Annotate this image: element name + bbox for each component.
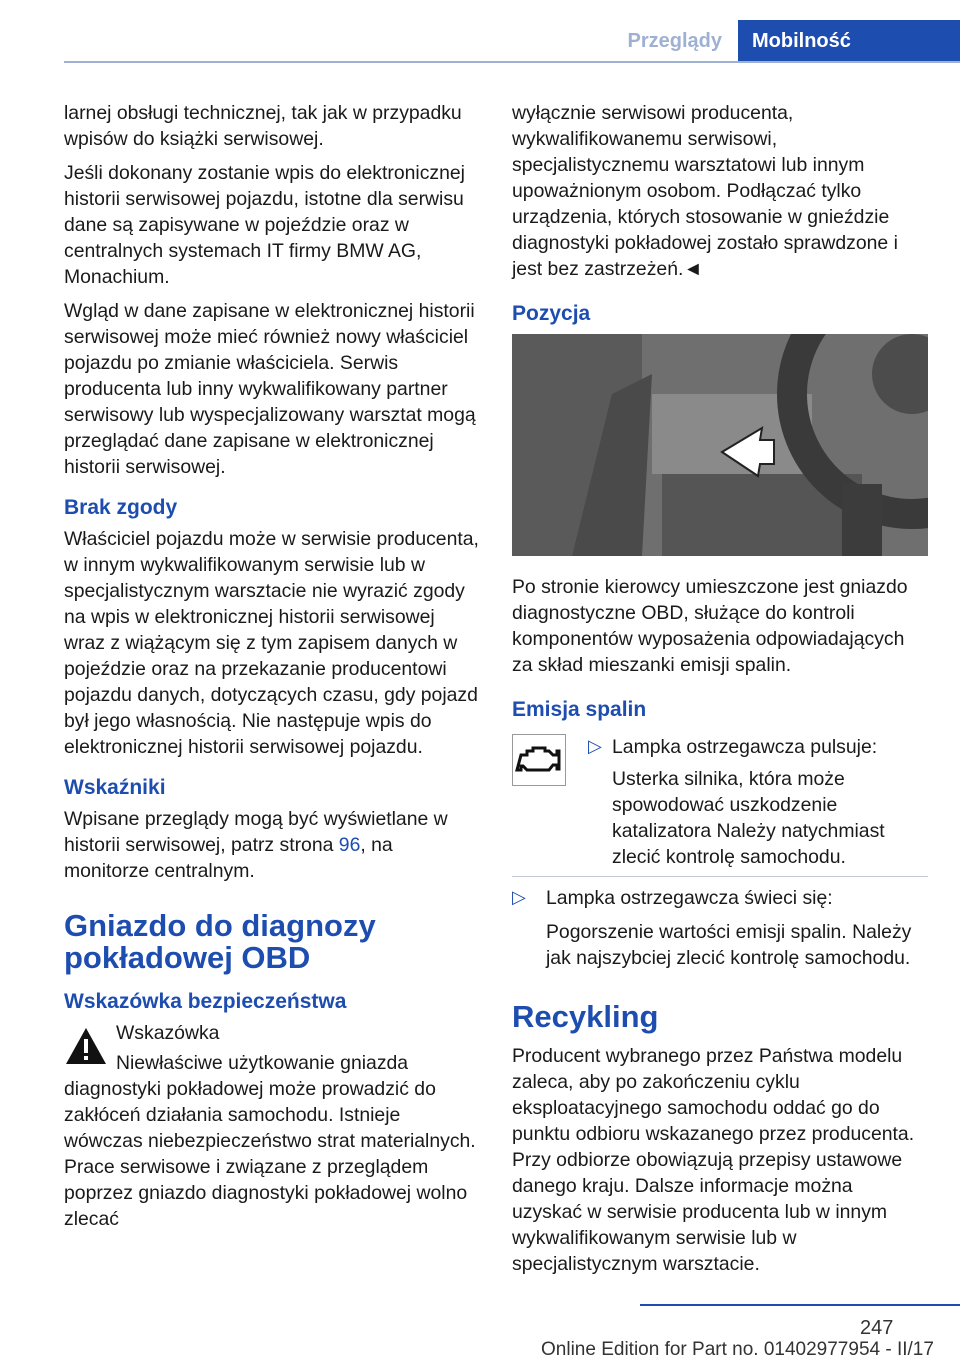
left-column — [64, 100, 480, 1240]
item-title: Lampka ostrzegawcza świeci się: — [546, 887, 833, 909]
indicator-list — [512, 734, 928, 971]
divider — [512, 876, 928, 877]
page-link[interactable]: 96 — [338, 834, 361, 856]
item-text: Usterka silnika, która może spowodować uszkodzenie katalizatora Należy natychmiast zlecić kontrolę samochodu. — [612, 768, 885, 868]
tab-mobilnosc[interactable]: Mobilność — [738, 20, 960, 62]
tab-przeglady[interactable]: Przeglądy — [612, 20, 738, 62]
triangle-bullet-icon: ▷ — [588, 736, 602, 756]
header-divider — [64, 61, 960, 63]
paragraph: Wgląd w dane zapisane w elektronicznej historii serwisowej może mieć również nowy właściciel pojazdu po zmianie właściciela. Serwis producenta lub inny wykwalifikowany partner serwisowy lub wyspecjalizowany warsztat mogą przeglądać dane zapisane w elektronicznej historii serwisowej. — [64, 300, 476, 478]
section-heading-wskazowka: Wskazówka bezpieczeństwa — [64, 990, 347, 1013]
warning-title: Wskazówka — [116, 1022, 220, 1044]
section-heading-wskazniki: Wskaźniki — [64, 776, 166, 799]
chapter-heading-gniazdo: Gniazdo do diagnozy pokładowej OBD — [64, 908, 376, 975]
indicator-item — [512, 734, 928, 870]
warning-triangle-icon — [64, 1026, 108, 1066]
item-text: Pogorszenie wartości emisji spalin. Należy jak najszybciej zlecić kontrolę samochodu. — [546, 921, 912, 969]
triangle-bullet-icon: ▷ — [512, 887, 526, 907]
paragraph: Producent wybranego przez Państwa modelu zaleca, aby po zakończeniu cyklu eksploatacyjnego samochodu oddać go do punktu odbioru wskazanego przez producenta. Przy odbiorze obowiązują przepisy ustawowe danego kraju. Dalsze informacje można uzyskać w serwisie producenta lub w innym wykwalifikowanym serwisie lub w specjalistycznym warsztacie. — [512, 1045, 915, 1275]
right-column — [512, 100, 928, 1285]
paragraph: larnej obsługi technicznej, tak jak w przypadku wpisów do książki serwisowej. — [64, 102, 462, 150]
warning-text: Niewłaściwe użytkowanie gniazda diagnostyki pokładowej może prowadzić do zakłóceń działania samochodu. Istnieje wówczas niebezpieczeństwo strat materialnych. Prace serwisowe i związane z przeglądem poprzez gniazdo diagnostyki pokładowej wolno zlecać — [64, 1052, 476, 1230]
chapter-heading-recykling: Recykling — [512, 999, 659, 1034]
paragraph: wyłącznie serwisowi producenta, wykwalifikowanemu serwisowi, specjalistycznemu warsztatowi lub innym upoważnionym osobom. Podłączać tylko urządzenia, których stosowanie w gnieździe diagnostyki pokładowej zostało sprawdzone i jest bez zastrzeżeń.◄ — [512, 102, 898, 280]
header-tabs — [612, 20, 960, 62]
text: , na monitorze centralnym. — [64, 834, 393, 882]
paragraph: Po stronie kierowcy umieszczone jest gniazdo diagnostyczne OBD, służące do kontroli komponentów wyposażenia odpowiadających za skład mieszanki emisji spalin. — [512, 576, 908, 676]
paragraph: Jeśli dokonany zostanie wpis do elektronicznej historii serwisowej pojazdu, istotne dla serwisu dane są zapisywane w pojeździe oraz w centralnych systemach IT firmy BMW AG, Monachium. — [64, 162, 465, 288]
paragraph: Właściciel pojazdu może w serwisie producenta, w innym wykwalifikowanym serwisie lub w specjalistycznym warsztacie nie wyrazić zgody na wpis w elektronicznej historii serwisowej wraz z wiążącym się z tym zapisem danych w pojeździe oraz na przekazanie producentowi pojazdu danych, dotyczących czasu, gdy pojazd był jego własnością. Nie następuje wpis do elektronicznej historii serwisowej pojazdu. — [64, 528, 479, 758]
edition-footer: Online Edition for Part no. 01402977954 - II/17 — [541, 1339, 934, 1360]
section-heading-pozycja: Pozycja — [512, 302, 591, 325]
item-title: Lampka ostrzegawcza pulsuje: — [612, 736, 878, 758]
paragraph — [64, 806, 480, 884]
text: Wpisane przeglądy mogą być wyświetlane w historii serwisowej, patrz strona — [64, 808, 448, 856]
section-heading-brak-zgody: Brak zgody — [64, 496, 178, 519]
footer-divider — [640, 1304, 960, 1306]
page-number: 247 — [860, 1317, 894, 1339]
warning-block — [64, 1020, 480, 1232]
indicator-item — [512, 885, 928, 971]
obd-location-photo — [512, 334, 928, 556]
section-heading-emisja: Emisja spalin — [512, 698, 647, 721]
